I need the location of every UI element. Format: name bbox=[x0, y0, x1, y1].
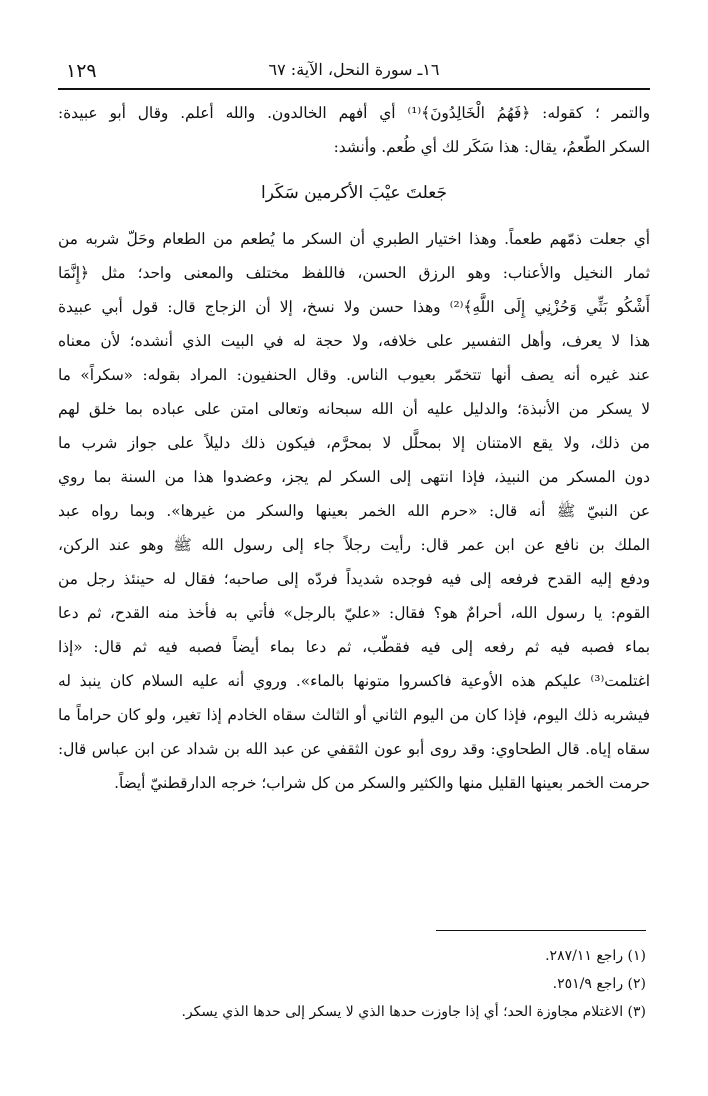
text-line: حرمت الخمر بعينها القليل منها والكثير والسكر من كل شراب؛ خرجه الدارقطنيّ أيضاً. bbox=[114, 774, 650, 792]
text-line: أَشْكُو بَثِّي وَحُزْنِي إِلَى اللَّهِ﴾⁽²⁾ وهذا حسن ولا نسخ، إلا أن الزجاج قال: قول أبي عبيدة bbox=[58, 298, 650, 316]
text-line: عند غيره أنه يصف أنها تتخمّر بعيوب الناس. وقال الحنفيون: المراد بقوله: «سكراً» ما bbox=[58, 366, 650, 384]
page-number: ١٢٩ bbox=[66, 60, 97, 82]
running-title: ١٦ـ سورة النحل، الآية: ٦٧ bbox=[268, 60, 440, 79]
footnote-separator bbox=[436, 930, 646, 931]
text-line: عن النبيّ ﷺ أنه قال: «حرم الله الخمر بعينها والسكر من غيرها». وبما رواه عبد bbox=[58, 502, 650, 520]
text-line: ودفع إليه القدح فرفعه إلى فيه فوجده شديداً فردّه إلى صاحبه؛ فقال له حينئذ رجل من bbox=[58, 570, 650, 588]
footnotes bbox=[58, 942, 650, 1026]
text-line: ثمار النخيل والأعناب: وهو الرزق الحسن، فاللفظ مختلف والمعنى واحد؛ مثل ﴿إِنَّمَا bbox=[58, 264, 650, 282]
footnote-3: (٣) الاغتلام مجاوزة الحد؛ أي إذا جاوزت حدها الذي لا يسكر إلى حدها الذي يسكر. bbox=[181, 1004, 646, 1020]
text-line: والتمر ؛ كقوله: ﴿فَهُمُ الْخَالِدُونَ﴾⁽¹⁾ أي أفهم الخالدون. والله أعلم. وقال أبو عبيدة: bbox=[58, 104, 650, 122]
poetry-verse: جَعلتَ عيْبَ الأكرمين سَكَرا bbox=[260, 183, 447, 203]
footnote-1: (١) راجع ٢٨٧/١١. bbox=[545, 948, 646, 964]
text-line: هذا لا يعرف، وأهل التفسير على خلافه، ولا حجة له في البيت الذي أنشده؛ لأن معناه bbox=[58, 332, 650, 350]
page-header bbox=[58, 58, 650, 90]
text-line: بماء فصبه فيه ثم رفعه إلى فيه فقطّب، ثم دعا بماء أيضاً فصبه فيه ثم قال: «إذا bbox=[58, 638, 650, 656]
text-line: فيشربه ذلك اليوم، فإذا كان من اليوم الثاني أو الثالث سقاه الخادم إذا تغير، ولو كان حراماً ما bbox=[58, 706, 650, 724]
text-line: القوم: يا رسول الله، أحرامٌ هو؟ فقال: «عليّ بالرجل» فأتي به فأخذ منه القدح، ثم دعا bbox=[58, 604, 650, 622]
footnote-2: (٢) راجع ٢٥١/٩. bbox=[552, 976, 646, 992]
text-line: أي جعلت ذمّهم طعماً. وهذا اختيار الطبري أن السكر ما يُطعم من الطعام وحَلّ شربه من bbox=[58, 230, 650, 248]
text-line: الملك بن نافع عن ابن عمر قال: رأيت رجلاً جاء إلى رسول الله ﷺ وهو عند الركن، bbox=[58, 536, 650, 554]
text-line: اغتلمت⁽³⁾ عليكم هذه الأوعية فاكسروا متونها بالماء». وروي أنه عليه السلام كان ينبذ له bbox=[58, 672, 650, 690]
text-line: من ذلك، ولا يقع الامتنان إلا بمحلَّل لا بمحرَّم، فيكون ذلك دليلاً على جواز شرب ما bbox=[58, 434, 650, 452]
text-line: دون المسكر من النبيذ، فإذا انتهى إلى السكر لم يجز، وعضدوا هذا من السنة بما روي bbox=[58, 468, 650, 486]
main-text bbox=[58, 96, 650, 800]
text-line: لا يسكر من الأنبذة؛ والدليل عليه أن الله سبحانه وتعالى امتن على عباده بما خلق لهم bbox=[58, 400, 650, 418]
text-line: السكر الطّعمُ، يقال: هذا سَكَر لك أي طُعم. وأنشد: bbox=[333, 138, 650, 156]
text-line: سقاه إياه. قال الطحاوي: وقد روى أبو عون الثقفي عن عبد الله بن شداد عن ابن عباس قال: bbox=[58, 740, 650, 758]
